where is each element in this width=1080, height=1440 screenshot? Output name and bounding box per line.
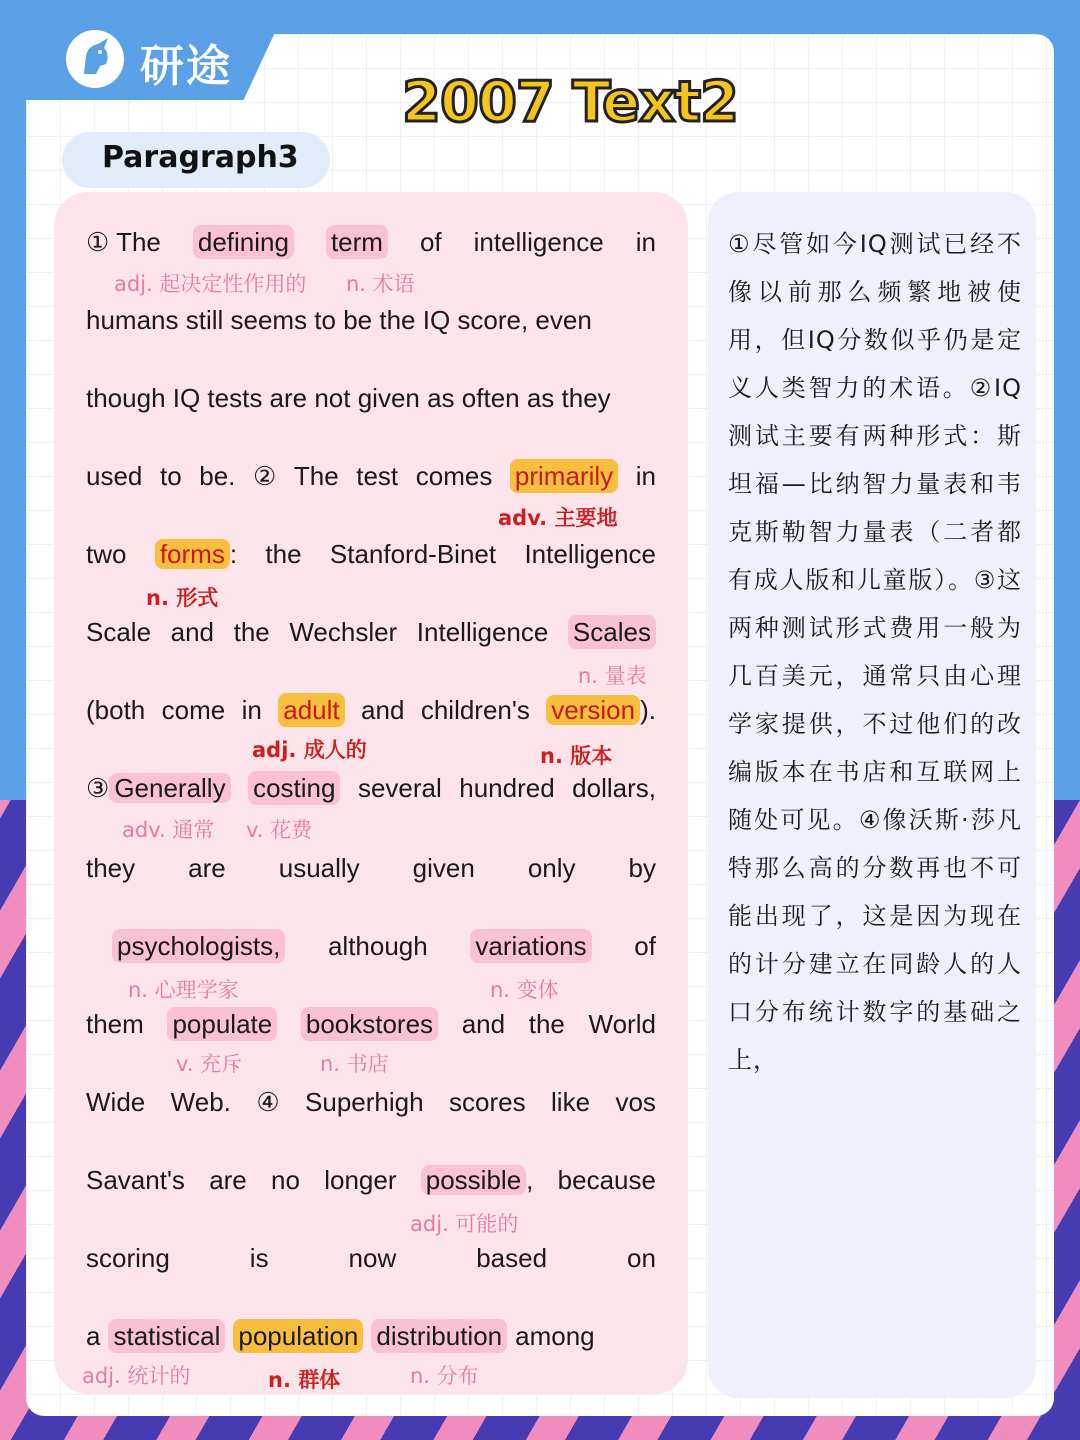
word: in bbox=[241, 694, 262, 725]
text-line bbox=[86, 1082, 656, 1122]
gloss: n. 版本 bbox=[540, 744, 613, 768]
vocab-highlight: Generally bbox=[109, 773, 230, 803]
word: to bbox=[159, 460, 182, 491]
word: are bbox=[188, 852, 226, 883]
word: World bbox=[588, 1008, 656, 1039]
gloss: n. 术语 bbox=[346, 272, 415, 296]
word: based bbox=[476, 1242, 548, 1273]
word: no bbox=[271, 1164, 300, 1195]
word: like bbox=[551, 1086, 591, 1117]
vocab-highlight: bookstores bbox=[301, 1007, 438, 1041]
gloss: adv. 主要地 bbox=[498, 506, 618, 530]
circled-number: ③ bbox=[86, 773, 110, 803]
word: be. bbox=[199, 460, 236, 491]
word: Intelligence bbox=[524, 538, 656, 569]
text-line bbox=[86, 300, 656, 340]
word: is bbox=[249, 1242, 269, 1273]
word: humans still seems to be the IQ score, even bbox=[86, 304, 592, 335]
brand-name: 研途 bbox=[140, 41, 232, 92]
word: Superhigh bbox=[305, 1086, 424, 1117]
gloss: n. 分布 bbox=[410, 1364, 479, 1388]
word: scores bbox=[449, 1086, 526, 1117]
word: only bbox=[527, 852, 576, 883]
gloss: n. 变体 bbox=[490, 978, 559, 1002]
word: ① The bbox=[86, 226, 161, 257]
word: Web. bbox=[170, 1086, 231, 1117]
word: they bbox=[86, 852, 136, 883]
word: ④ bbox=[256, 1086, 280, 1117]
gloss: adv. 通常 bbox=[122, 818, 215, 842]
word: a bbox=[86, 1320, 101, 1351]
text-line bbox=[86, 222, 656, 262]
word: longer bbox=[324, 1164, 397, 1195]
word: are bbox=[209, 1164, 247, 1195]
word: and bbox=[461, 1008, 506, 1039]
vocab-highlight: population bbox=[233, 1319, 363, 1353]
chinese-translation: ①尽管如今IQ测试已经不像以前那么频繁地被使用，但IQ分数似乎仍是定义人类智力的术语。②IQ测试主要有两种形式：斯坦福—比纳智力量表和韦克斯勒智力量表（二者都有成人版和儿童版）。③这两种测试形式费用一般为几百美元，通常只由心理学家提供，不过他们的改编版本在书店和互联网上随处可见。④像沃斯·莎凡特那么高的分数再也不可能出现了，这是因为现在的计分建立在同龄人的人口分布统计数字的基础之上， bbox=[728, 230, 1022, 1074]
word: The bbox=[293, 460, 339, 491]
vocab-highlight: forms bbox=[155, 539, 230, 569]
text-line bbox=[86, 1160, 656, 1200]
text-line bbox=[86, 534, 656, 574]
gloss: adj. 起决定性作用的 bbox=[114, 272, 307, 296]
vocab-highlight: Scales bbox=[568, 615, 656, 649]
word: vos bbox=[615, 1086, 656, 1117]
gloss: v. 花费 bbox=[246, 818, 313, 842]
gloss: n. 形式 bbox=[146, 586, 219, 610]
vocab-highlight: distribution bbox=[371, 1319, 507, 1353]
gloss: v. 充斥 bbox=[176, 1052, 243, 1076]
word: used bbox=[86, 460, 143, 491]
vocab-highlight: adult bbox=[278, 693, 344, 727]
word: children's bbox=[420, 694, 530, 725]
word: Savant's bbox=[86, 1164, 185, 1195]
gloss: n. 心理学家 bbox=[128, 978, 239, 1002]
word: in bbox=[635, 226, 656, 257]
vocab-highlight: variations bbox=[470, 929, 591, 963]
word: on bbox=[627, 1242, 656, 1273]
word: scoring bbox=[86, 1242, 170, 1273]
gloss: n. 量表 bbox=[578, 664, 647, 688]
word: Wechsler bbox=[289, 616, 398, 647]
vocab-highlight: costing bbox=[248, 771, 340, 805]
text-line bbox=[86, 378, 656, 418]
gloss: adj. 成人的 bbox=[252, 738, 367, 762]
word: , bbox=[526, 1165, 534, 1195]
word: by bbox=[628, 852, 656, 883]
gloss: adj. 可能的 bbox=[410, 1212, 519, 1236]
word: : bbox=[229, 539, 238, 569]
word: and bbox=[170, 616, 215, 647]
word: of bbox=[634, 930, 656, 961]
word: though IQ tests are not given as often as they bbox=[86, 382, 611, 413]
gloss: n. 书店 bbox=[320, 1052, 389, 1076]
vocab-highlight: psychologists, bbox=[112, 929, 285, 963]
word: come bbox=[161, 694, 226, 725]
word: hundred bbox=[459, 772, 555, 803]
word: ). bbox=[640, 695, 656, 725]
vocab-highlight: possible bbox=[421, 1165, 526, 1195]
word: comes bbox=[415, 460, 493, 491]
word: usually bbox=[278, 852, 360, 883]
word: Intelligence bbox=[416, 616, 549, 647]
text-line bbox=[86, 1238, 656, 1278]
word: because bbox=[557, 1164, 656, 1195]
text-line bbox=[86, 612, 656, 652]
page-title: 2007 Text2 bbox=[402, 70, 738, 135]
vocab-highlight: populate bbox=[167, 1007, 277, 1041]
text-line bbox=[86, 768, 656, 808]
text-line bbox=[86, 1316, 656, 1356]
word: in bbox=[635, 460, 656, 491]
word: given bbox=[412, 852, 475, 883]
word: although bbox=[327, 930, 428, 961]
word: among bbox=[515, 1320, 595, 1351]
text-line bbox=[86, 690, 656, 730]
text-line bbox=[112, 926, 656, 966]
word: Stanford-Binet bbox=[329, 538, 497, 569]
word: the bbox=[265, 538, 302, 569]
word: (both bbox=[86, 694, 146, 725]
word: dollars, bbox=[572, 772, 656, 803]
word: Scale bbox=[86, 616, 152, 647]
word: ② bbox=[252, 460, 277, 491]
gloss: n. 群体 bbox=[268, 1368, 341, 1392]
paragraph-label: Paragraph3 bbox=[102, 140, 299, 175]
word: intelligence bbox=[473, 226, 604, 257]
text-line bbox=[86, 456, 656, 496]
word: test bbox=[356, 460, 399, 491]
text-line bbox=[86, 1004, 656, 1044]
word: two bbox=[86, 538, 127, 569]
vocab-highlight: term bbox=[326, 225, 388, 259]
word: and bbox=[361, 694, 405, 725]
word: of bbox=[419, 226, 442, 257]
text-line bbox=[86, 848, 656, 888]
vocab-highlight: statistical bbox=[108, 1319, 225, 1353]
gloss: adj. 统计的 bbox=[82, 1364, 191, 1388]
word: Wide bbox=[86, 1086, 146, 1117]
vocab-highlight: primarily bbox=[510, 459, 618, 493]
vocab-highlight: version bbox=[546, 695, 640, 725]
word: the bbox=[233, 616, 270, 647]
word: now bbox=[348, 1242, 397, 1273]
word: them bbox=[86, 1008, 144, 1039]
word: several bbox=[357, 772, 442, 803]
vocab-highlight: defining bbox=[193, 225, 294, 259]
word: the bbox=[528, 1008, 565, 1039]
